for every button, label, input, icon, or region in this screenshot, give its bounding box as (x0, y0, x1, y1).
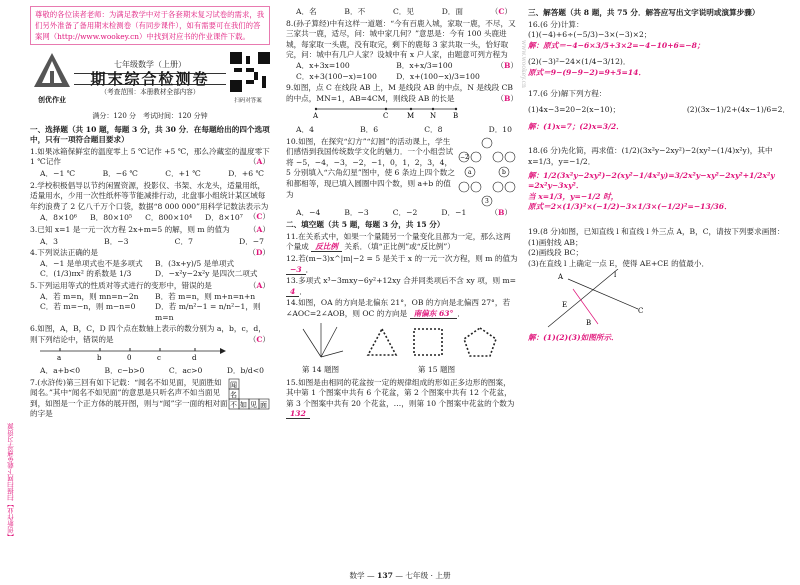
svg-text:−2: −2 (460, 153, 469, 161)
exam-meta: 满分：120 分 考试时间：120 分钟 (92, 112, 208, 120)
svg-text:不: 不 (230, 400, 237, 409)
question-3: 3.已知 x=1 是一元一次方程 2x+m=5 的解，则 m 的值为 （A） A．3 B．−3 C．7 D．−7 (30, 224, 270, 246)
qr-block[interactable] (226, 52, 270, 106)
exam-subtitle: 七年级数学（上册） (114, 60, 186, 70)
question-1: 1.如果冰箱保鲜室的温度零上 5 ℃记作 +5 ℃，那么冷藏室的温度零下 1 ℃记作 （A） A．−1 ℃ B．−6 ℃ C．+1 ℃ D．+6 ℃ (30, 146, 270, 178)
svg-text:l: l (614, 271, 617, 280)
notice-box: 尊敬的各位读者老师：为满足教学中对于各套期末复习试卷的需求，我们另外准备了备用期末检测卷（有同步课件），如有需要可在我们的答案网（http://www.wookey.cn）中找到对应书的作业课件下载。 (30, 6, 270, 45)
svg-text:C: C (383, 112, 389, 121)
label-c: c (157, 354, 161, 362)
question-10-options: A．−4 B．−3 C．−2 D．−1 （B） (296, 207, 512, 217)
segment-figure (286, 104, 486, 120)
number-line-figure (30, 345, 230, 361)
logo-text: 创优作业 (38, 94, 66, 104)
svg-text:B: B (586, 319, 592, 328)
question-2: 2.学校积极倡导以节约闲置资源，投影仪、书架、水龙头，适量用纸，适量用水，少用一次性纸杯等节能减排行动，北盘事小组统计某区域每年约浪费了 2 亿八千万个口袋，数据“8 000 000”用科学记数法表示为 （C） A．8×10⁶ B．80×10⁵ C．800×10⁴ D．8×10⁷ (30, 180, 270, 223)
tree-logo-icon (32, 51, 72, 91)
right-vertical-watermark: www.wookey.cn (520, 40, 527, 88)
svg-text:B: B (453, 112, 459, 121)
svg-text:3: 3 (485, 197, 489, 205)
svg-text:b: b (502, 168, 506, 176)
question-6: 6.如图，A，B，C，D 四个点在数轴上表示的数分别为 a，b，c，d，则下列结论中，错误的是 （C） a b 0 c d A．a+b<0 B．c−b>0 C．ac>0 D．b/d<0 (30, 324, 270, 376)
column-3 (528, 6, 790, 344)
title-block (74, 60, 226, 98)
exam-title: 期末综合检测卷 (74, 73, 226, 86)
qr-caption: 扫码对答案 (234, 97, 262, 104)
fig15-caption: 第 15 题图 (417, 365, 456, 375)
question-4: 4.下列说法正确的是 （D） A．−1 是单项式也不是多项式 B．(3x+y)/5 是单项式 C．(1/3)πx² 的系数是 1/3 D．−x²y−2x²y 是四次二项式 (30, 248, 270, 279)
fill-13: 13.多项式 x³−3mxy−6y²+12xy 合并同类项后不含 xy 项，则 m= 4 ． (286, 276, 517, 296)
svg-text:M: M (407, 112, 415, 121)
exam-header (30, 49, 270, 109)
svg-text:如: 如 (240, 400, 247, 409)
question-8: 8.(孙子算经)中有这样一道题：“今有百鹿入城，家取一鹿，不尽，又三家共一鹿，适尽，问：城中家几何？”意思是：今有 100 头鹿进城，每家取一头鹿，没有取完，剩下的鹿每 3 家共取一头，恰好取完，问：城中有几户人家？设城中有 x 户人家，由题意可列方程为 （B） A．x+3x=100 B．x+x/3=100 C．x+3(100−x)=100 D．x+(100−x)/3=100 (286, 18, 518, 81)
page-footer: 数学 — 137 — 七年级 · 上册 (349, 571, 451, 580)
figures-14-15 (286, 321, 518, 375)
label-0: 0 (127, 354, 132, 362)
question-5: 5.下列运用等式的性质对等式进行的变形中，错误的是 （A） A．若 m=n，则 mn=n−2n B．若 m=n，则 m+n=n+n C．若 m=−n，则 m−n=0 D．若 m/n²−1 = n/n²−1，则 m=n (30, 280, 270, 322)
left-vertical-banner: 【创新作业】扫描扫网下载免费学习资源 (7, 423, 15, 540)
qr-code-icon[interactable] (230, 52, 270, 92)
question-7: 7.(水浒传)第三回有如下记载：“闻名不如见面，见面胜如闻名。”其中“闻名不如见面”的意思是只听名声不如当面见到，如图是一个正方体的展开图，则与“闻”字一面的相对面的字是 闻 名 不 如 见 面 (30, 378, 270, 420)
section1-heading: 一、选择题（共 10 题，每题 3 分，共 30 分．在每题给出的四个选项中，只有一项符合题目要求） (30, 124, 270, 145)
section3-heading: 三、解答题（共 8 题，共 75 分．解答应写出文字说明或演算步骤） (528, 8, 760, 17)
question-10: 10.如图，在探究“幻方”“幻圆”的活动课上，学生们感悟到我国传统数学文化的魅力．一个小组尝试将 −5，−4，−3，−2，−1，0，1，2，3，4，5 分别填入“六角幻星”图中，使 6 条边上四个数之和都相等，现已填入圆圈中四个数，则 a+b 的值为 −2 a b 3 (286, 137, 518, 207)
fill-14: 14.如图，OA 的方向是北偏东 21°，OB 的方向是北偏西 27°，若∠AOC=2∠AOB，则 OC 的方向是 南偏东 63° ． (286, 298, 511, 318)
angle-figure-14 (293, 321, 349, 361)
question-7-tail: A．名 B．不 C．见 D．面 （C） (296, 7, 512, 16)
column-2 (286, 6, 518, 421)
label-a: a (57, 354, 62, 362)
svg-text:C: C (638, 307, 644, 316)
brand-logo (30, 51, 74, 107)
svg-text:见: 见 (250, 400, 257, 409)
label-b: b (97, 354, 102, 362)
question-18: 18.(6 分)先化简，再求值：(1/2)(3x²y−2xy²)−2(xy²−(1/4)x²y)，其中 x=1/3，y=−1/2． 解：1/2(3x²y−2xy²)−2(xy²−1/4x²y)=3/2x²y−xy²−2xy²+1/2x²y =2x²y−3xy²． 当 x=1/3，y=−1/2 时， 原式＝2×(1/3)²×(−1/2)−3×1/3×(−1/2)²=−13/36． (528, 146, 775, 212)
svg-text:闻: 闻 (230, 380, 237, 389)
column-1 (30, 6, 270, 421)
fill-12: 12.若(m−3)x^|m|−2 = 5 是关于 x 的一元一次方程，则 m 的值为 −3 ． (286, 253, 518, 274)
svg-text:名: 名 (230, 390, 237, 399)
fill-15: 15.如图是由相同的花盆按一定的规律组成的形如正多边形的图案，其中第 1 个图案中共有 6 个花盆，第 2 个图案中共有 12 个花盆，第 3 个图案中共有 20 个花盆，…，则第 10 个图案中花盆的个数为 132 (286, 377, 515, 419)
magic-star-figure (456, 137, 518, 207)
section2-heading: 二、填空题（共 5 题，每题 3 分，共 15 分） (286, 220, 445, 230)
question-19: 19.(8 分)如图，已知直线 l 和直线 l 外三点 A，B，C，请按下列要求画图： (1)画射线 AB； (2)画线段 BC； (3)在直线 l 上确定一点 E，使得 AE+CE 的值最小． A B C E l 解：(1)(2)(3)如图所示． (528, 226, 785, 342)
cube-net-figure (228, 378, 270, 418)
question-9: 9.如图，点 C 在线段 AB 上，M 是线段 AB 的中点，N 是线段 CB 的中点，MN=1，AB=4CM，则线段 AB 的长是 （B） A C M N B A．4 B．6 C．8 D．10 (286, 83, 518, 134)
question-17: 17.(6 分)解下列方程： (1)4x−3=20−2(x−10)； (2)(3x−1)/2+(4x−1)/6=2． 解：(1)x=7；(2)x=3/2． (528, 88, 790, 131)
svg-text:A: A (313, 112, 319, 121)
number-line-ticks (60, 348, 195, 351)
svg-text:a: a (468, 168, 472, 176)
svg-text:N: N (430, 112, 437, 121)
exam-scope: （考查范围：本册教材全部内容） (100, 88, 200, 97)
svg-text:面: 面 (260, 400, 267, 409)
svg-text:A: A (558, 273, 564, 282)
question-16: 16.(6 分)计算： (1)(−4)+6÷(−5/3)−3×(−3)×2； 解：原式＝−4−6×3/5+3×2=−4−10+6=−8； (2)(−3)²−24×(1/4−3/12)． 原式＝9−(9−9−2)=9+5=14． (528, 19, 705, 77)
fill-11: 11.在关系式中，如果一个量随另一个量变化且都为一定，那么这两个量成 反比例 关系．（填“正比例”或“反比例”） (286, 231, 511, 252)
flowerpot-pattern-figure (362, 325, 512, 361)
label-d: d (192, 354, 197, 362)
fig14-caption: 第 14 题图 (301, 365, 340, 375)
svg-text:E: E (562, 301, 568, 310)
line-construction-figure (528, 269, 648, 329)
